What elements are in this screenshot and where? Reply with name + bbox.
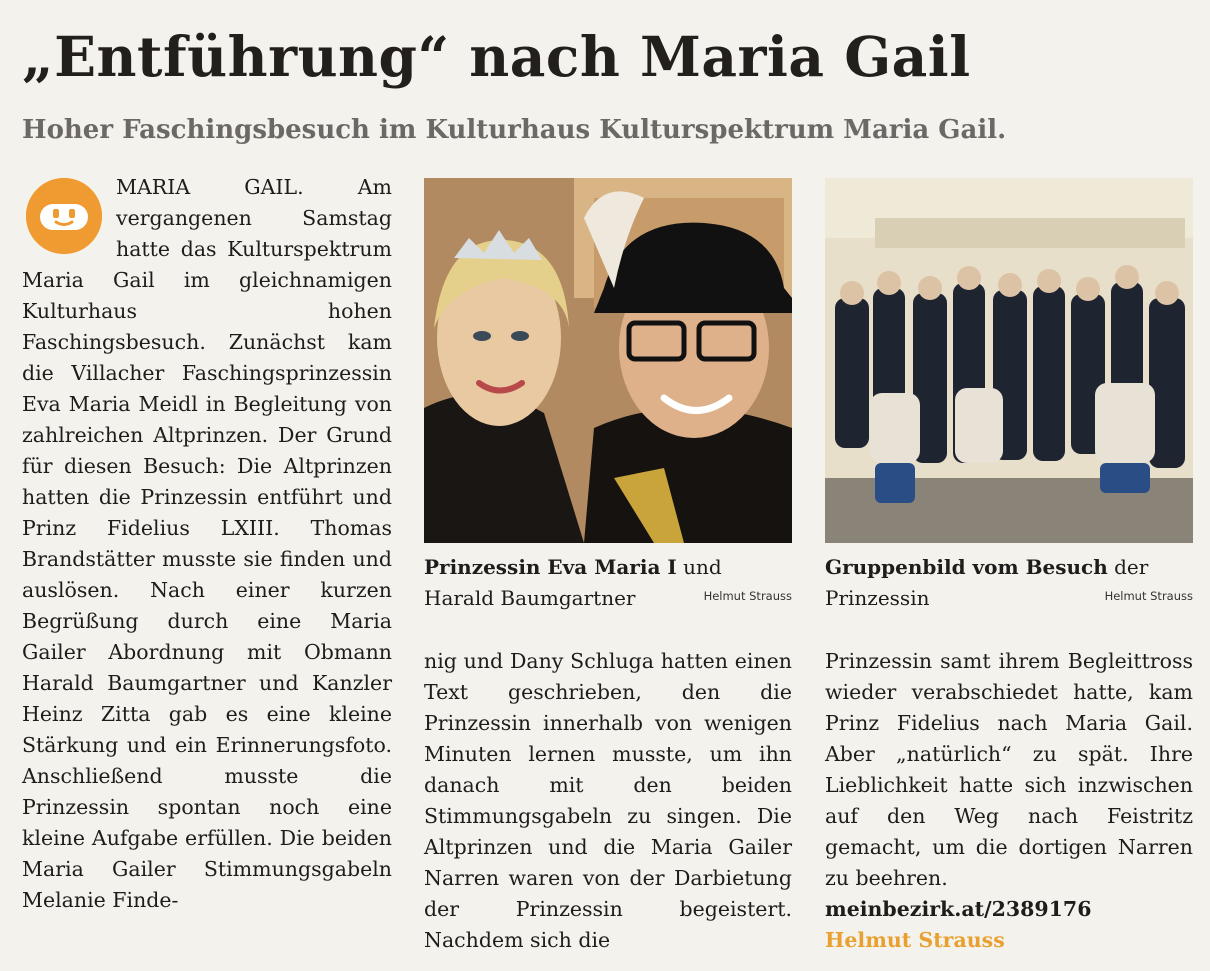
article-subheadline: Hoher Faschingsbesuch im Kulturhaus Kulturspektrum Maria Gail. (22, 115, 1007, 145)
photo-credit-2: Helmut Strauss (1104, 589, 1193, 603)
photo-caption-1 (424, 552, 792, 614)
article-link[interactable]: meinbezirk.at/2389176 (825, 897, 1092, 921)
article-body-part-2: nig und Dany Schluga hatten einen Text geschrieben, den die Prinzessin innerhalb von wenigen Minuten lernen musste, um ihn danach mit den beiden Stimmungsgabeln zu singen. Die Altprinzen und die Maria Gailer Narren waren von der Darbietung der Prinzessin begeistert. Nachdem sich die (424, 649, 792, 952)
article-column-1 (22, 172, 392, 916)
caption-1-bold: Prinzessin Eva Maria I (424, 555, 677, 579)
article-body-part-3: Prinzessin samt ihrem Begleittross wieder verabschiedet hatte, kam Prinz Fidelius nach Maria Gail. Aber „natürlich“ zu spät. Ihre Lieblichkeit hatte sich inzwischen auf den Weg nach Feistritz gemacht, um die dortigen Narren zu beehren. (825, 649, 1193, 890)
caption-2-bold: Gruppenbild vom Besuch (825, 555, 1108, 579)
meinbezirk-smiley-logo (26, 178, 102, 254)
article-author: Helmut Strauss (825, 928, 1005, 952)
caption-2-rest: der Prinzessin (825, 555, 1149, 610)
article-headline: „Entführung“ nach Maria Gail (22, 24, 971, 89)
photo-group (825, 178, 1193, 543)
photo-princess-and-baumgartner (424, 178, 792, 543)
article-column-2 (424, 646, 792, 956)
photo-credit-1: Helmut Strauss (703, 589, 792, 603)
article-body-part-1: MARIA GAIL. Am vergangenen Samstag hatte das Kulturspektrum Maria Gail im gleichnamigen Kulturhaus hohen Faschingsbesuch. Zunächst kam die Villacher Faschingsprinzessin Eva Maria Meidl in Begleitung von zahlreichen Altprinzen. Der Grund für diesen Besuch: Die Altprinzen hatten die Prinzessin entführt und Prinz Fidelius LXIII. Thomas Brandstätter musste sie finden und auslösen. Nach einer kurzen Begrüßung durch eine Maria Gailer Abordnung mit Obmann Harald Baumgartner und Kanzler Heinz Zitta gab es eine kleine Stärkung und ein Erinnerungsfoto. Anschließend musste die Prinzessin spontan noch eine kleine Aufgabe erfüllen. Die beiden Maria Gailer Stimmungsgabeln Melanie Finde- (22, 175, 392, 912)
photo-caption-2 (825, 552, 1193, 614)
article-column-3 (825, 646, 1193, 956)
caption-1-rest: und Harald Baumgartner (424, 555, 722, 610)
